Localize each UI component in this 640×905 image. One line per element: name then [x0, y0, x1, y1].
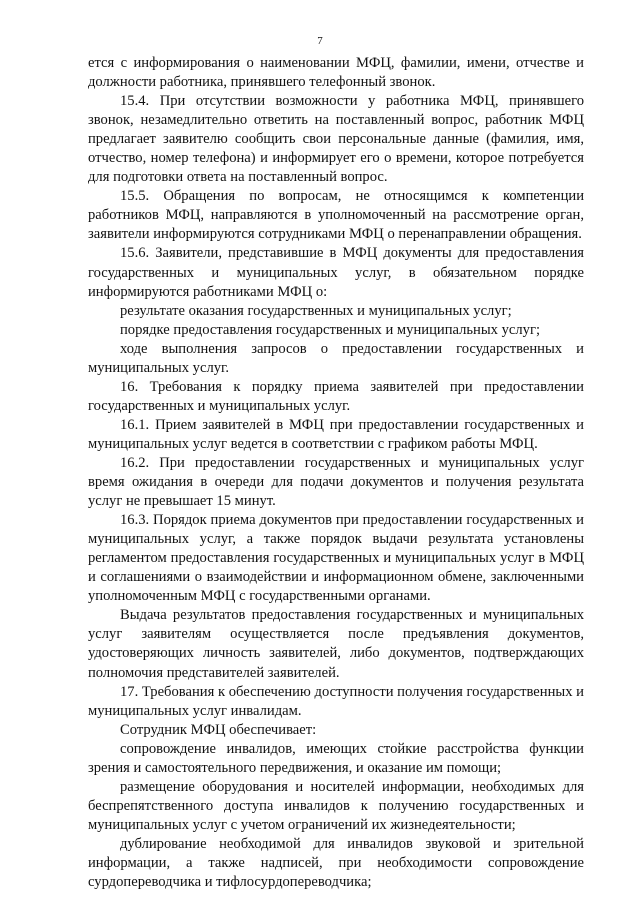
paragraph-15-6: 15.6. Заявители, представившие в МФЦ документы для предоставления государственных и муниципальных услуг, в обязательном порядке информируются работниками МФЦ о: — [88, 245, 584, 300]
paragraph-16-2: 16.2. При предоставлении государственных и муниципальных услуг время ожидания в очереди для подачи документов и получения результата услуг не превышает 15 минут. — [88, 454, 584, 510]
list-item-duplication: дублирование необходимой для инвалидов звуковой и зрительной информации, а также надписей, при необходимости сопровождение сурдопереводчика и тифлосурдопереводчика; — [88, 835, 584, 891]
document-body — [88, 54, 584, 892]
section-16-heading: 16. Требования к порядку приема заявителей при предоставлении государственных и муниципальных услуг. — [88, 378, 584, 414]
paragraph-results-issuance: Выдача результатов предоставления государственных и муниципальных услуг заявителям осуществляется после предъявления документов, удостоверяющих личность заявителей, либо документов, подтверждающих полномочия представителей заявителей. — [88, 607, 584, 681]
list-item-progress: ходе выполнения запросов о предоставлении государственных и муниципальных услуг. — [88, 340, 584, 376]
list-item-result: результате оказания государственных и муниципальных услуг; — [120, 302, 512, 319]
paragraph-16-1: 16.1. Прием заявителей в МФЦ при предоставлении государственных и муниципальных услуг ведется в соответствии с графиком работы МФЦ. — [88, 416, 584, 452]
paragraph-15-5: 15.5. Обращения по вопросам, не относящимся к компетенции работников МФЦ, направляются в уполномоченный на рассмотрение орган, заявители информируются сотрудниками МФЦ о перенаправлении обращения. — [88, 188, 584, 243]
paragraph-continuation: ется с информирования о наименовании МФЦ, фамилии, имени, отчестве и должности работника, принявшего телефонный звонок. — [88, 55, 584, 91]
page-number: 7 — [317, 35, 323, 47]
paragraph-15-4: 15.4. При отсутствии возможности у работника МФЦ, принявшего звонок, незамедлительно ответить на поставленный вопрос, работник МФЦ предлагает заявителю сообщить свои персональные данные (фамилия, имя, отчество, номер телефона) и информирует его о времени, которое потребуется для подготовки ответа на поставленный вопрос. — [88, 93, 584, 186]
list-item-equipment: размещение оборудования и носителей информации, необходимых для беспрепятственного доступа инвалидов к получению государственных и муниципальных услуг с учетом ограничений их жизнедеятельности; — [88, 778, 584, 833]
paragraph-16-3: 16.3. Порядок приема документов при предоставлении государственных и муниципальных услуг, а также порядок выдачи результата установлены регламентом предоставления государственных и муниципальных услуг в МФЦ и соглашениями о взаимодействии и информационном обмене, заключенными уполномоченным МФЦ с государственными органами. — [88, 512, 584, 605]
list-item-procedure: порядке предоставления государственных и муниципальных услуг; — [120, 321, 541, 338]
section-17-heading: 17. Требования к обеспечению доступности получения государственных и муниципальных услуг инвалидам. — [88, 683, 584, 719]
list-item-escort: сопровождение инвалидов, имеющих стойкие расстройства функции зрения и самостоятельного передвижения, и оказание им помощи; — [88, 740, 584, 776]
paragraph-staff-provides: Сотрудник МФЦ обеспечивает: — [120, 721, 317, 738]
